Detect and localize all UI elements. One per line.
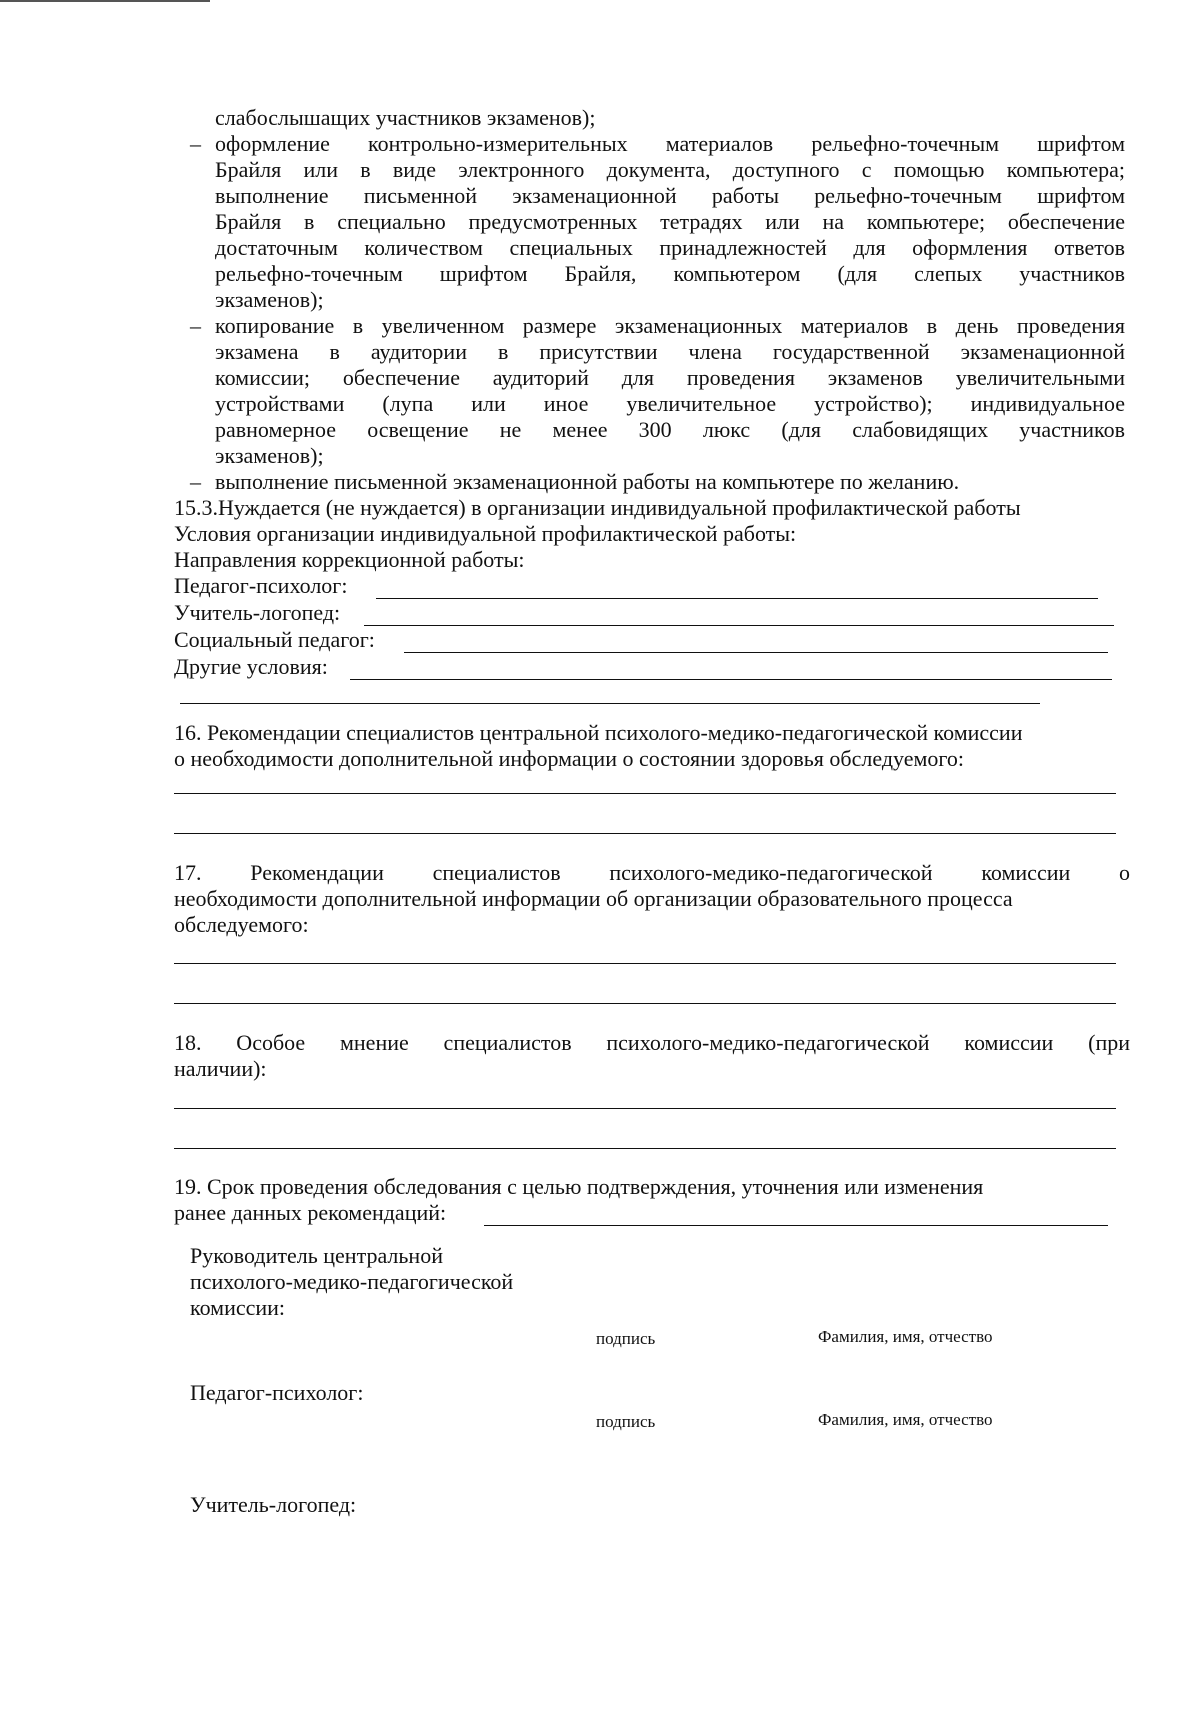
- section-18-line-1: 18. Особое мнение специалистов психолого-медико-педагогической комиссии (при: [174, 1030, 1130, 1055]
- enlarged-item-line-6: экзаменов);: [215, 443, 324, 468]
- correction-directions-label: Направления коррекционной работы:: [174, 547, 525, 572]
- braille-item-line-5: достаточным количеством специальных принадлежностей для оформления ответов: [215, 235, 1125, 260]
- other-conditions-field-line[interactable]: [350, 679, 1112, 680]
- speech-therapist-field-label: Учитель-логопед:: [174, 600, 341, 625]
- psychologist-signature-caption: подпись: [596, 1412, 656, 1431]
- braille-item-line-7: экзаменов);: [215, 287, 324, 312]
- speech-therapist-signature-label: Учитель-логопед:: [190, 1492, 357, 1517]
- psychologist-field-line[interactable]: [376, 598, 1098, 599]
- head-signature-caption: подпись: [596, 1329, 656, 1348]
- head-name-caption: Фамилия, имя, отчество: [818, 1327, 993, 1346]
- social-pedagogue-field-line[interactable]: [404, 652, 1108, 653]
- section-16-line-1: 16. Рекомендации специалистов центральной психолого-медико-педагогической комиссии: [174, 720, 1023, 745]
- enlarged-item-line-4: устройствами (лупа или иное увеличительное устройство); индивидуальное: [215, 391, 1125, 416]
- braille-item-line-6: рельефно-точечным шрифтом Брайля, компьютером (для слепых участников: [215, 261, 1125, 286]
- section-17-answer-line-2[interactable]: [174, 1003, 1116, 1004]
- head-signature-label-line-3: комиссии:: [190, 1295, 286, 1320]
- list-bullet-dash: –: [190, 313, 201, 338]
- enlarged-item-line-2: экзамена в аудитории в присутствии члена государственной экзаменационной: [215, 339, 1125, 364]
- section-17-line-1: 17. Рекомендации специалистов психолого-медико-педагогической комиссии о: [174, 860, 1130, 885]
- scan-edge-mark: [0, 0, 210, 2]
- section-19-line-1: 19. Срок проведения обследования с целью подтверждения, уточнения или изменения: [174, 1174, 984, 1199]
- section-18-line-2: наличии):: [174, 1056, 267, 1081]
- head-signature-label-line-2: психолого-медико-педагогической: [190, 1269, 514, 1294]
- braille-item-line-4: Брайля в специально предусмотренных тетрадях или на компьютере; обеспечение: [215, 209, 1125, 234]
- braille-item-line-1: оформление контрольно-измерительных материалов рельефно-точечным шрифтом: [215, 131, 1125, 156]
- section-16-line-2: о необходимости дополнительной информации о состоянии здоровья обследуемого:: [174, 746, 965, 771]
- braille-item-line-2: Брайля или в виде электронного документа, доступного с помощью компьютера;: [215, 157, 1125, 182]
- social-pedagogue-field-label: Социальный педагог:: [174, 627, 375, 652]
- computer-item-line: выполнение письменной экзаменационной работы на компьютере по желанию.: [215, 469, 960, 494]
- enlarged-item-line-3: комиссии; обеспечение аудиторий для проведения экзаменов увеличительными: [215, 365, 1125, 390]
- section-18-answer-line-1[interactable]: [174, 1108, 1116, 1109]
- exam-conditions-continuation: слабослышащих участников экзаменов);: [215, 105, 596, 130]
- section-17-line-2: необходимости дополнительной информации об организации образовательного процесса: [174, 886, 1013, 911]
- section-16-answer-line-1[interactable]: [174, 793, 1116, 794]
- section-15-3-title: 15.3.Нуждается (не нуждается) в организации индивидуальной профилактической работы: [174, 495, 1021, 520]
- other-conditions-extra-line[interactable]: [180, 703, 1040, 704]
- enlarged-item-line-1: копирование в увеличенном размере экзаменационных материалов в день проведения: [215, 313, 1125, 338]
- section-19-line-2: ранее данных рекомендаций:: [174, 1200, 447, 1225]
- section-17-line-3: обследуемого:: [174, 912, 309, 937]
- psychologist-signature-label: Педагог-психолог:: [190, 1380, 364, 1405]
- list-bullet-dash: –: [190, 469, 201, 494]
- list-bullet-dash: –: [190, 131, 201, 156]
- prevention-conditions-label: Условия организации индивидуальной профилактической работы:: [174, 521, 797, 546]
- section-18-answer-line-2[interactable]: [174, 1148, 1116, 1149]
- head-signature-label-line-1: Руководитель центральной: [190, 1243, 443, 1268]
- other-conditions-field-label: Другие условия:: [174, 654, 328, 679]
- enlarged-item-line-5: равномерное освещение не менее 300 люкс (для слабовидящих участников: [215, 417, 1125, 442]
- braille-item-line-3: выполнение письменной экзаменационной работы рельефно-точечным шрифтом: [215, 183, 1125, 208]
- section-19-answer-line[interactable]: [484, 1225, 1108, 1226]
- section-16-answer-line-2[interactable]: [174, 833, 1116, 834]
- speech-therapist-field-line[interactable]: [364, 625, 1114, 626]
- section-17-answer-line-1[interactable]: [174, 963, 1116, 964]
- psychologist-name-caption: Фамилия, имя, отчество: [818, 1410, 993, 1429]
- psychologist-field-label: Педагог-психолог:: [174, 573, 348, 598]
